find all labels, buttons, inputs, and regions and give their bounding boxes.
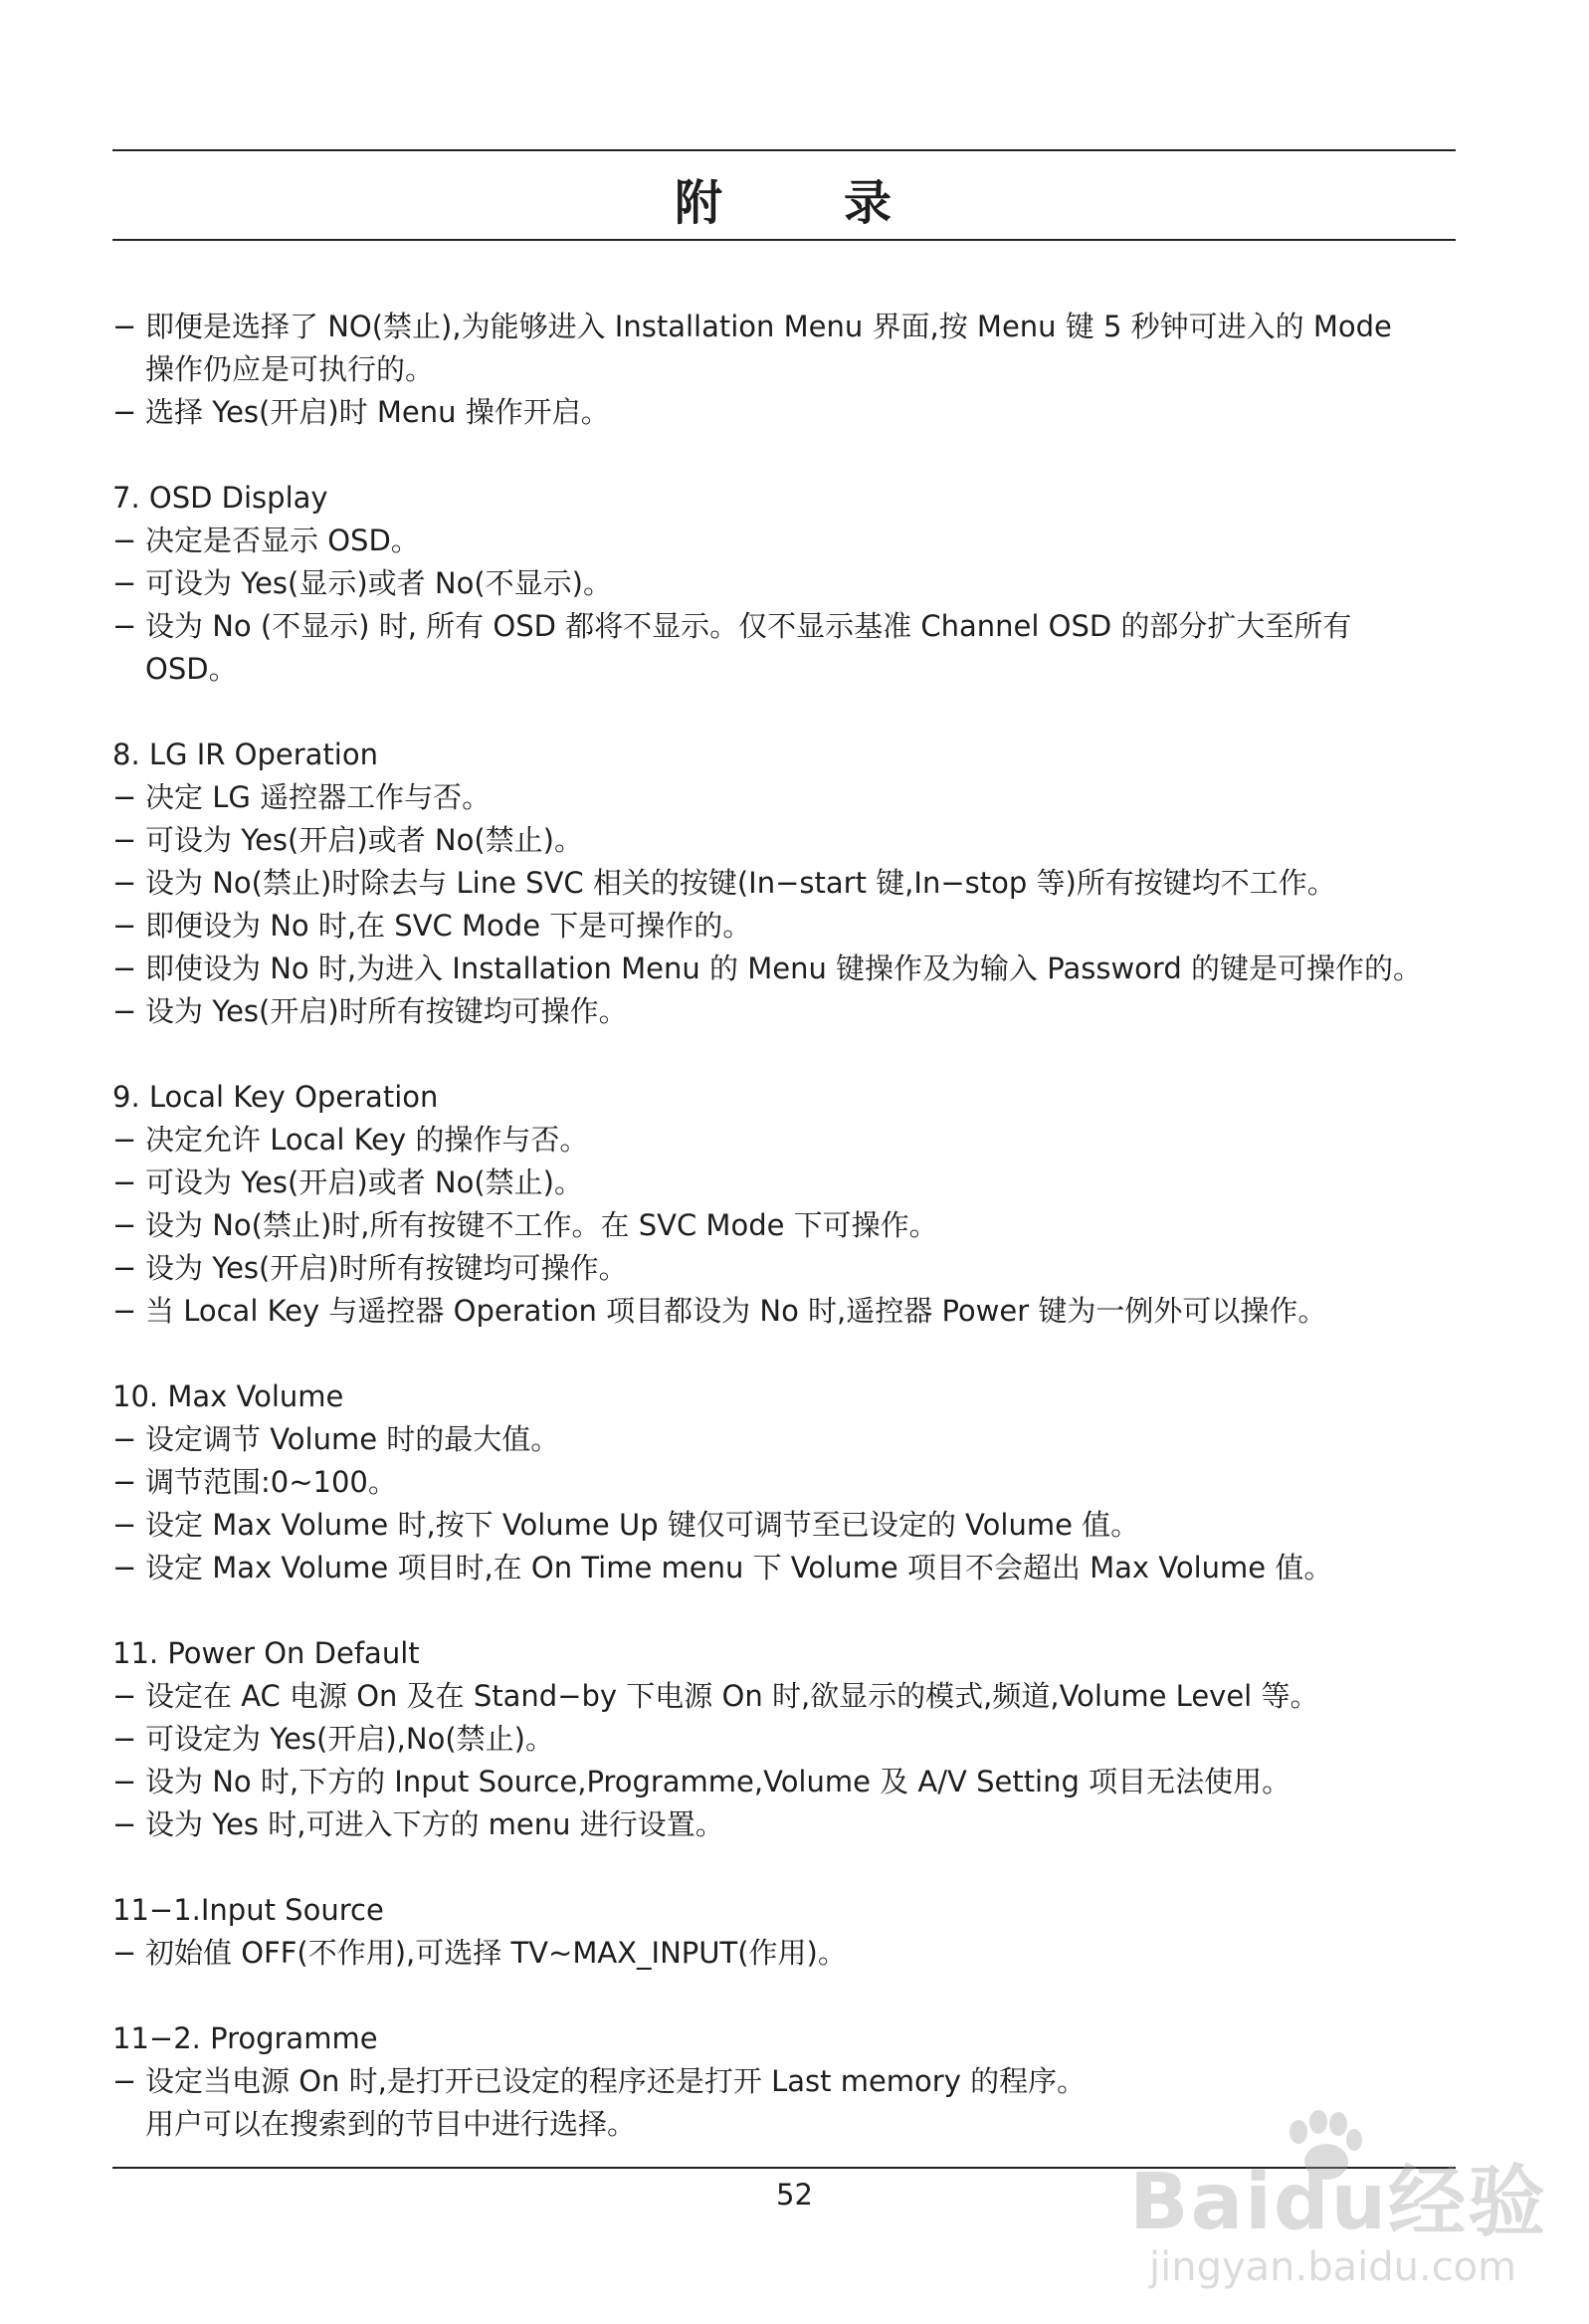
section-heading: 11. Power On Default: [112, 1636, 420, 1670]
list-item: [112, 1761, 1466, 1803]
section-heading: 8. LG IR Operation: [112, 738, 378, 771]
list-item: [112, 562, 1466, 605]
item-text-line: 即便是选择了 NO(禁止),为能够进入 Installation Menu 界面,按 Menu 键 5 秒钟可进入的 Mode: [145, 310, 1392, 343]
list-item: [112, 1461, 1466, 1504]
list-item: [112, 2060, 1466, 2146]
title-underline-rule: [112, 239, 1456, 241]
bullet-dash: −: [112, 823, 137, 857]
document-body: [112, 306, 1466, 2146]
bullet-dash: −: [112, 1807, 137, 1841]
list-item: [112, 905, 1466, 948]
bullet-dash: −: [112, 1722, 137, 1756]
list-item: [112, 819, 1466, 862]
item-text-line: 可设定为 Yes(开启),No(禁止)。: [145, 1722, 554, 1756]
item-text-line: 可设为 Yes(开启)或者 No(禁止)。: [145, 823, 583, 857]
bullet-dash: −: [112, 1508, 137, 1542]
list-item: [112, 520, 1466, 562]
item-text-line: 即便设为 No 时,在 SVC Mode 下是可操作的。: [145, 909, 752, 943]
item-text-line: 设为 Yes 时,可进入下方的 menu 进行设置。: [145, 1807, 724, 1841]
list-item: [112, 990, 1466, 1033]
bullet-dash: −: [112, 994, 137, 1028]
list-item: [112, 1204, 1466, 1247]
item-text-line: 调节范围:0~100。: [145, 1465, 397, 1499]
item-text-line: 设定 Max Volume 时,按下 Volume Up 键仅可调节至已设定的 Volume 值。: [145, 1508, 1140, 1542]
bullet-dash: −: [112, 780, 137, 814]
item-text-line: 用户可以在搜索到的节目中进行选择。: [145, 2107, 637, 2141]
list-item: [112, 605, 1466, 691]
list-item: [112, 1803, 1466, 1846]
bullet-dash: −: [112, 1123, 137, 1157]
footer-rule: [112, 2167, 1456, 2169]
bullet-dash: −: [112, 1294, 137, 1328]
bullet-dash: −: [112, 1208, 137, 1242]
item-text-line: 设为 No 时,下方的 Input Source,Programme,Volume 及 A/V Setting 项目无法使用。: [145, 1765, 1291, 1798]
list-item: [112, 1504, 1466, 1547]
list-item: [112, 1675, 1466, 1718]
item-text-line: 决定允许 Local Key 的操作与否。: [145, 1123, 589, 1157]
bullet-dash: −: [112, 951, 137, 985]
bullet-dash: −: [112, 524, 137, 557]
item-text-line: 设定在 AC 电源 On 及在 Stand−by 下电源 On 时,欲显示的模式,频道,Volume Level 等。: [145, 1679, 1319, 1713]
list-item: [112, 862, 1466, 905]
item-text-line: 可设为 Yes(开启)或者 No(禁止)。: [145, 1165, 583, 1199]
item-text-line: 操作仍应是可执行的。: [145, 352, 435, 386]
bullet-dash: −: [112, 1465, 137, 1499]
bullet-dash: −: [112, 566, 137, 600]
item-text-line: 初始值 OFF(不作用),可选择 TV~MAX_INPUT(作用)。: [145, 1936, 847, 1970]
bullet-dash: −: [112, 866, 137, 900]
item-text-line: 设为 No (不显示) 时, 所有 OSD 都将不显示。仅不显示基准 Channel OSD 的部分扩大至所有: [145, 609, 1352, 643]
list-item: [112, 776, 1466, 819]
item-text-line: 设为 Yes(开启)时所有按键均可操作。: [145, 1251, 628, 1285]
item-text-line: 设为 No(禁止)时,所有按键不工作。在 SVC Mode 下可操作。: [145, 1208, 938, 1242]
list-item: [112, 306, 1466, 391]
bullet-dash: −: [112, 1165, 137, 1199]
list-item: [112, 1290, 1466, 1333]
item-text-line: OSD。: [145, 652, 238, 686]
section-heading: 7. OSD Display: [112, 481, 328, 515]
list-item: [112, 1932, 1466, 1975]
bullet-dash: −: [112, 2064, 137, 2098]
item-text-line: 当 Local Key 与遥控器 Operation 项目都设为 No 时,遥控器 Power 键为一例外可以操作。: [145, 1294, 1327, 1328]
item-text-line: 设定调节 Volume 时的最大值。: [145, 1422, 560, 1456]
item-text-line: 设为 Yes(开启)时所有按键均可操作。: [145, 994, 628, 1028]
item-text-line: 设为 No(禁止)时除去与 Line SVC 相关的按键(In−start 键,In−stop 等)所有按键均不工作。: [145, 866, 1336, 900]
watermark-logo-text: Baidu经验: [1129, 2158, 1548, 2247]
item-text-line: 设定 Max Volume 项目时,在 On Time menu 下 Volume 项目不会超出 Max Volume 值。: [145, 1551, 1333, 1585]
bullet-dash: −: [112, 1679, 137, 1713]
title-char-left: 附: [674, 174, 724, 231]
list-item: [112, 1718, 1466, 1761]
list-item: [112, 948, 1466, 990]
list-item: [112, 1247, 1466, 1290]
section-heading: 11−1.Input Source: [112, 1893, 384, 1927]
item-text-line: 可设为 Yes(显示)或者 No(不显示)。: [145, 566, 612, 600]
bullet-dash: −: [112, 909, 137, 943]
section-heading: 9. Local Key Operation: [112, 1080, 439, 1114]
item-text-line: 设定当电源 On 时,是打开已设定的程序还是打开 Last memory 的程序。: [145, 2064, 1087, 2098]
section-heading: 10. Max Volume: [112, 1379, 344, 1413]
page-title: [112, 159, 1456, 237]
bullet-dash: −: [112, 310, 137, 343]
item-text-line: 决定 LG 遥控器工作与否。: [145, 780, 492, 814]
page-number: 52: [776, 2178, 813, 2212]
list-item: [112, 391, 1466, 434]
title-char-right: 录: [844, 174, 894, 231]
list-item: [112, 1547, 1466, 1589]
bullet-dash: −: [112, 1422, 137, 1456]
item-text-line: 选择 Yes(开启)时 Menu 操作开启。: [145, 395, 610, 429]
bullet-dash: −: [112, 1936, 137, 1970]
list-item: [112, 1162, 1466, 1204]
bullet-dash: −: [112, 1551, 137, 1585]
bullet-dash: −: [112, 395, 137, 429]
list-item: [112, 1418, 1466, 1461]
item-text-line: 决定是否显示 OSD。: [145, 524, 420, 557]
bullet-dash: −: [112, 1251, 137, 1285]
section-heading: 11−2. Programme: [112, 2021, 378, 2055]
bullet-dash: −: [112, 1765, 137, 1798]
top-rule: [112, 149, 1456, 151]
item-text-line: 即使设为 No 时,为进入 Installation Menu 的 Menu 键操作及为输入 Password 的键是可操作的。: [145, 951, 1422, 985]
watermark-url: jingyan.baidu.com: [1149, 2244, 1517, 2290]
bullet-dash: −: [112, 609, 137, 643]
list-item: [112, 1119, 1466, 1162]
